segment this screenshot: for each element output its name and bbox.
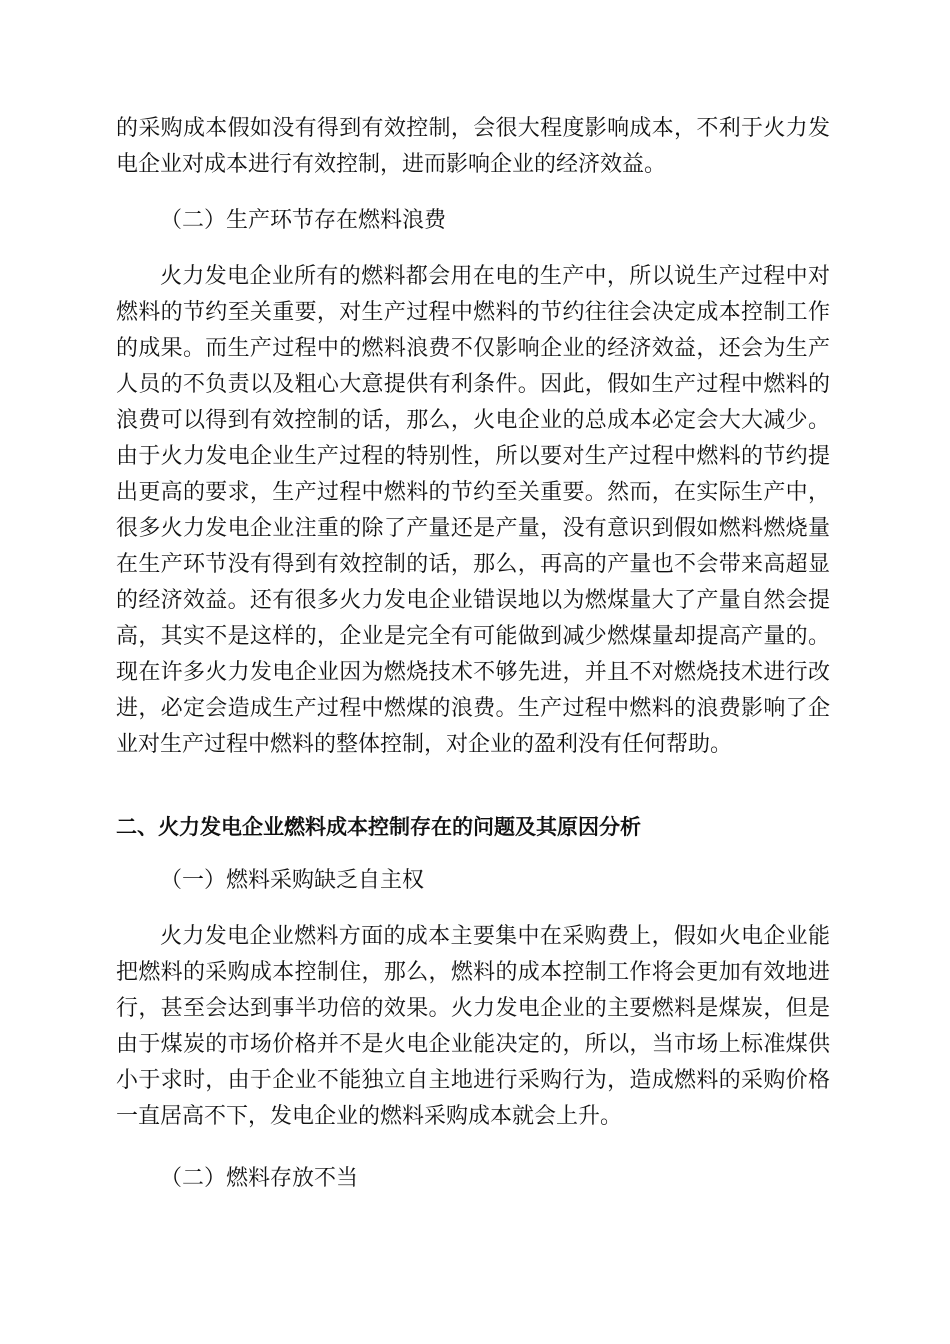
paragraph-line: 人员的不负责以及粗心大意提供有利条件。因此，假如生产过程中燃料的 [116, 372, 830, 397]
paragraph-line: 业对生产过程中燃料的整体控制，对企业的盈利没有任何帮助。 [116, 732, 733, 757]
paragraph-line: 在生产环节没有得到有效控制的话，那么，再高的产量也不会带来高超显 [116, 552, 830, 577]
paragraph-line: 的成果。而生产过程中的燃料浪费不仅影响企业的经济效益，还会为生产 [116, 336, 830, 361]
subsection-title: （二）生产环节存在燃料浪费 [160, 208, 447, 233]
paragraph-line: 现在许多火力发电企业因为燃烧技术不够先进，并且不对燃烧技术进行改 [116, 660, 830, 685]
paragraph-line: 由于火力发电企业生产过程的特别性，所以要对生产过程中燃料的节约提 [116, 444, 830, 469]
paragraph-line: 由于煤炭的市场价格并不是火电企业能决定的，所以，当市场上标准煤供 [116, 1032, 830, 1057]
paragraph-line: 火力发电企业所有的燃料都会用在电的生产中，所以说生产过程中对 [160, 264, 830, 289]
subsection-title: （二）燃料存放不当 [160, 1166, 359, 1191]
paragraph-line: 燃料的节约至关重要，对生产过程中燃料的节约往往会决定成本控制工作 [116, 300, 830, 325]
paragraph-line: 进，必定会造成生产过程中燃煤的浪费。生产过程中燃料的浪费影响了企 [116, 696, 830, 721]
paragraph-line: 出更高的要求，生产过程中燃料的节约至关重要。然而，在实际生产中， [116, 480, 830, 505]
paragraph-line: 把燃料的采购成本控制住，那么，燃料的成本控制工作将会更加有效地进 [116, 960, 830, 985]
paragraph-line: 行，甚至会达到事半功倍的效果。火力发电企业的主要燃料是煤炭，但是 [116, 996, 830, 1021]
paragraph-line: 很多火力发电企业注重的除了产量还是产量，没有意识到假如燃料燃烧量 [116, 516, 830, 541]
paragraph-line: 的采购成本假如没有得到有效控制，会很大程度影响成本，不利于火力发 [116, 116, 830, 141]
paragraph-line: 的经济效益。还有很多火力发电企业错误地以为燃煤量大了产量自然会提 [116, 588, 830, 613]
paragraph-line: 电企业对成本进行有效控制，进而影响企业的经济效益。 [116, 152, 667, 177]
section-heading: 二、火力发电企业燃料成本控制存在的问题及其原因分析 [116, 815, 641, 839]
paragraph-line: 一直居高不下，发电企业的燃料采购成本就会上升。 [116, 1104, 623, 1129]
paragraph-line: 火力发电企业燃料方面的成本主要集中在采购费上，假如火电企业能 [160, 924, 830, 949]
paragraph-line: 浪费可以得到有效控制的话，那么，火电企业的总成本必定会大大减少。 [116, 408, 830, 433]
paragraph-line: 小于求时，由于企业不能独立自主地进行采购行为，造成燃料的采购价格 [116, 1068, 830, 1093]
paragraph-line: 高，其实不是这样的，企业是完全有可能做到减少燃煤量却提高产量的。 [116, 624, 830, 649]
subsection-title: （一）燃料采购缺乏自主权 [160, 868, 425, 893]
